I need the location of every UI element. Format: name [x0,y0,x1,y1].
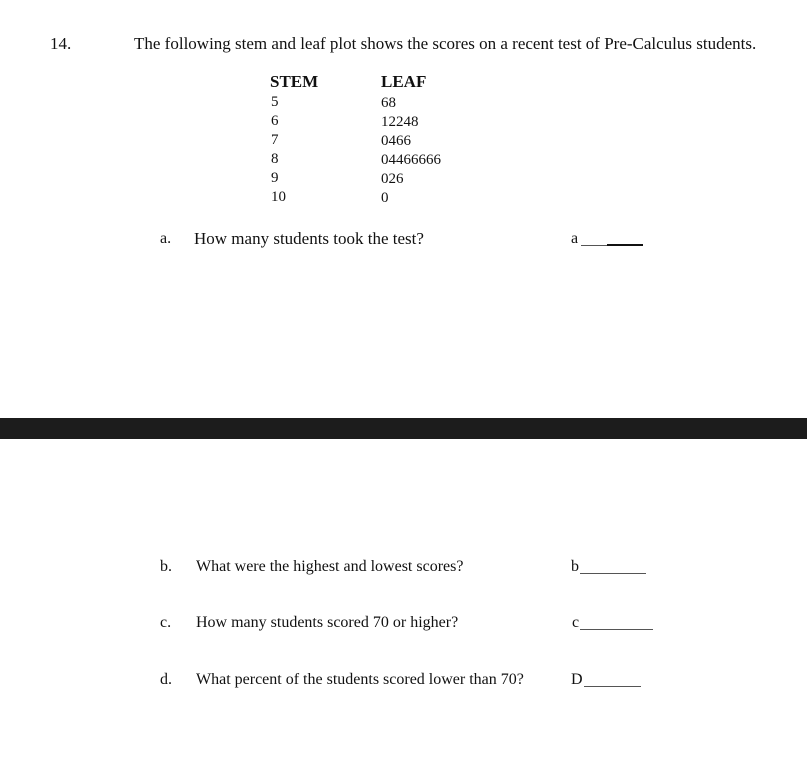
leaf-value: 04466666 [381,152,441,168]
part-a-letter: a. [160,230,172,247]
part-c-answer-blank[interactable] [580,629,653,630]
part-b-answer-blank[interactable] [580,573,646,574]
part-b-answer-label: b [571,558,579,575]
stem-value: 9 [271,170,279,186]
part-a-answer-label: a [571,230,579,247]
part-a-answer-blank-underline [607,244,643,246]
part-c-letter: c. [160,614,172,631]
stem-header: STEM [270,72,319,91]
stem-value: 7 [271,132,279,148]
leaf-value: 68 [381,95,396,111]
part-b-question: What were the highest and lowest scores? [196,558,464,575]
leaf-value: 0466 [381,133,411,149]
part-a-question: How many students took the test? [194,229,424,248]
question-intro: The following stem and leaf plot shows the scores on a recent test of Pre-Calculus students. [134,34,757,53]
question-number: 14. [50,34,72,53]
stem-value: 8 [271,151,279,167]
part-d-letter: d. [160,671,172,688]
part-c-answer-label: c [572,614,580,631]
part-d-question: What percent of the students scored lower than 70? [196,671,524,688]
leaf-header: LEAF [381,72,427,91]
page-divider [0,418,807,439]
stem-value: 10 [271,189,286,205]
leaf-value: 026 [381,171,404,187]
part-a-answer-blank[interactable] [581,245,607,246]
part-d-answer-blank[interactable] [584,686,641,687]
part-c-question: How many students scored 70 or higher? [196,614,459,631]
leaf-value: 12248 [381,114,419,130]
part-b-letter: b. [160,558,172,575]
stem-value: 5 [271,94,279,110]
stem-value: 6 [271,113,279,129]
part-d-answer-label: D [571,671,583,688]
leaf-value: 0 [381,190,389,206]
